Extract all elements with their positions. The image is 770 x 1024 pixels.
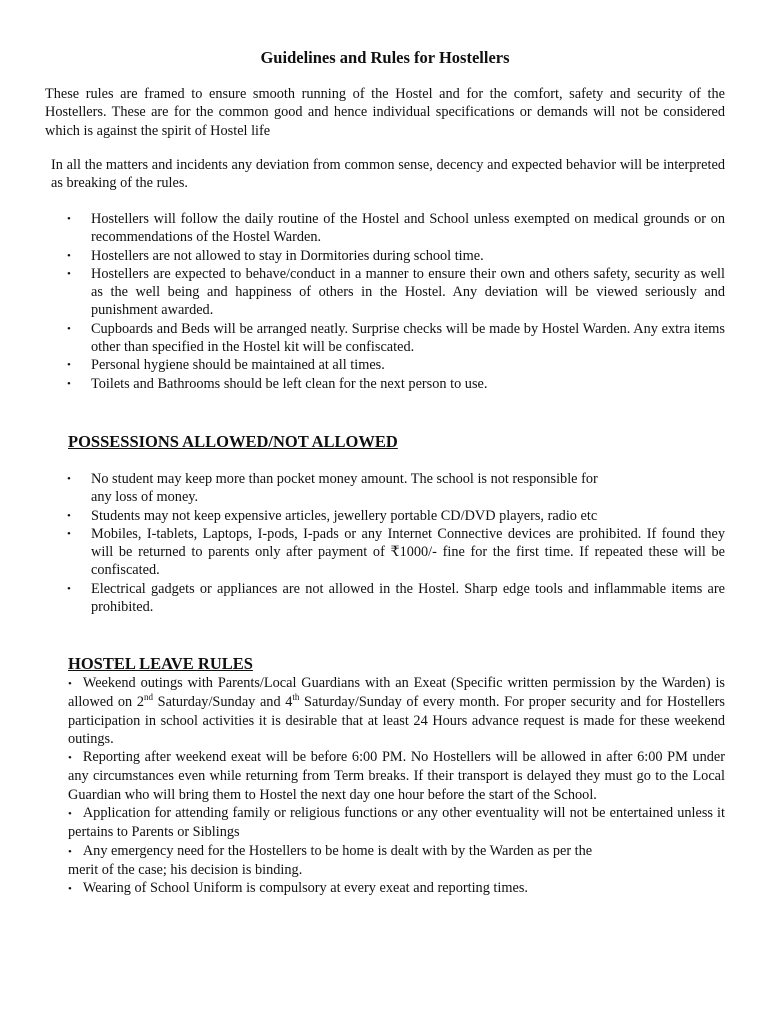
bullet-icon: • [67, 359, 71, 372]
list-item [45, 210, 725, 247]
list-item-text: Mobiles, I-tablets, Laptops, I-pods, I-pads or any Internet Connective devices are prohibited. If found they will be returned to parents only after payment of ₹1000/- fine for the first time. If repeated these will be confiscated. [91, 525, 725, 579]
list-item-text: any loss of money. [91, 489, 199, 506]
list-item-text: Toilets and Bathrooms should be left clean for the next person to use. [91, 375, 488, 392]
general-rules-list [45, 210, 725, 393]
bullet-icon: • [67, 527, 71, 540]
possessions-heading: POSSESSIONS ALLOWED/NOT ALLOWED [68, 432, 398, 451]
list-item-text: Electrical gadgets or appliances are not allowed in the Hostel. Sharp edge tools and inflammable items are prohibited. [91, 580, 725, 616]
list-item-text: Cupboards and Beds will be arranged neatly. Surprise checks will be made by Hostel Warden. Any extra items other than specified in the Hostel kit will be confiscated. [91, 320, 725, 356]
deviation-paragraph: In all the matters and incidents any deviation from common sense, decency and expected behavior will be interpreted as breaking of the rules. [51, 157, 725, 192]
list-item-text: merit of the case; his decision is binding. [68, 861, 303, 878]
ordinal-suffix: nd [143, 692, 153, 703]
list-item [68, 674, 725, 748]
list-item [45, 356, 725, 374]
bullet-icon: • [67, 582, 71, 595]
bullet-icon: • [67, 213, 71, 225]
list-item-text: Saturday/Sunday of every month. For proper security and for Hostellers participation in school activities it is desirable that at least 24 Hours advance request is made for these weekend outings. [68, 694, 725, 747]
bullet-icon: • [67, 509, 71, 522]
list-item [68, 879, 725, 898]
list-item [68, 804, 725, 842]
bullet-icon: • [68, 752, 72, 765]
list-item [68, 842, 725, 880]
list-item [68, 748, 725, 804]
list-item-text: No student may keep more than pocket money amount. The school is not responsible for [91, 471, 598, 487]
bullet-icon: • [68, 678, 72, 690]
bullet-icon: • [67, 267, 71, 280]
list-item-text: Reporting after weekend exeat will be before 6:00 PM. No Hostellers will be allowed in after 6:00 PM under any circumstances even while returning from Term breaks. If their transport is delayed they must go to the Local Guardian who will bring them to Hostel the next day one hour before the start of the School. [68, 749, 725, 803]
possessions-list [45, 470, 725, 616]
list-item-text: Hostellers are expected to behave/conduct in a manner to ensure their own and others safety, security as well as the well being and happiness of others in the Hostel. Any deviation will be viewed seriously and punishment awarded. [91, 265, 725, 319]
leave-rules-heading: HOSTEL LEAVE RULES [68, 654, 253, 673]
intro-paragraph: These rules are framed to ensure smooth running of the Hostel and for the comfort, safety and security of the Hostellers. These are for the common good and hence individual specifications or demands will not be considered which is against the spirit of Hostel life [45, 86, 725, 139]
bullet-icon: • [68, 845, 72, 858]
list-item-text: Weekend outings with Parents/Local Guardians with an Exeat (Specific written permission by the Warden) is allowed on 2 [68, 675, 725, 711]
list-item [45, 375, 725, 393]
bullet-icon: • [67, 377, 71, 390]
list-item-text: Personal hygiene should be maintained at all times. [91, 357, 385, 374]
list-item-text: Application for attending family or religious functions or any other eventuality will not be entertained unless it pertains to Parents or Siblings [68, 805, 725, 841]
list-item [45, 580, 725, 617]
list-item-text: Any emergency need for the Hostellers to be home is dealt with by the Warden as per the [82, 842, 593, 859]
list-item-text: Hostellers are not allowed to stay in Dormitories during school time. [91, 247, 484, 264]
list-item [45, 507, 725, 525]
list-item [45, 265, 725, 320]
list-item-text: Wearing of School Uniform is compulsory at every exeat and reporting times. [82, 880, 528, 897]
list-item [45, 320, 725, 357]
bullet-icon: • [67, 322, 71, 335]
bullet-icon: • [67, 249, 71, 262]
bullet-icon: • [68, 808, 72, 821]
list-item-text: Hostellers will follow the daily routine of the Hostel and School unless exempted on medical grounds or on recommendations of the Hostel Warden. [91, 211, 725, 246]
ordinal-suffix: th [292, 692, 300, 703]
list-item-text: Students may not keep expensive articles, jewellery portable CD/DVD players, radio etc [91, 507, 598, 524]
list-item [45, 470, 725, 507]
list-item [45, 525, 725, 580]
page-title: Guidelines and Rules for Hostellers [260, 48, 510, 67]
leave-rules-list [68, 674, 725, 899]
list-item-text: Saturday/Sunday and 4 [152, 694, 293, 711]
bullet-icon: • [68, 883, 72, 896]
list-item [45, 247, 725, 265]
bullet-icon: • [67, 473, 71, 485]
